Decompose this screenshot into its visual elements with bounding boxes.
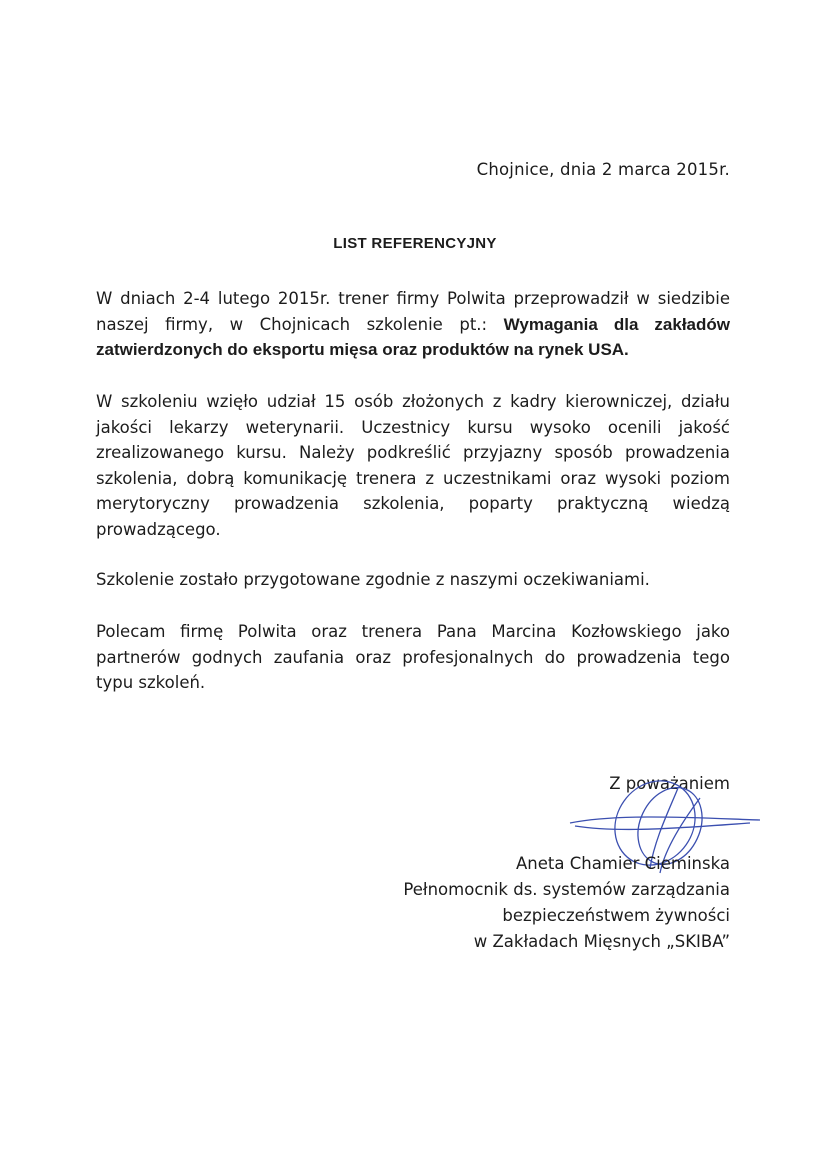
- letter-title: LIST REFERENCYJNY: [333, 235, 497, 252]
- training-title: Wymagania dla zakładów zatwierdzonych do eksportu mięsa oraz produktów na rynek USA.: [96, 314, 730, 359]
- closing-salutation: Z poważaniem: [609, 774, 730, 793]
- signatory-name: Aneta Chamier Cieminska: [516, 854, 730, 873]
- paragraph-training-info: [96, 286, 730, 363]
- paragraph-intro-text: W dniach 2-4 lutego 2015r. trener firmy Polwita przeprowadził w siedzibie naszej firmy, w Chojnicach szkolenie pt.:: [96, 289, 730, 334]
- place-and-date: Chojnice, dnia 2 marca 2015r.: [476, 160, 730, 179]
- paragraph-expectations: Szkolenie zostało przygotowane zgodnie z naszymi oczekiwaniami.: [96, 570, 650, 589]
- paragraph-recommendation: Polecam firmę Polwita oraz trenera Pana Marcina Kozłowskiego jako partnerów godnych zaufania oraz profesjonalnych do prowadzenia tego typu szkoleń.: [96, 622, 730, 692]
- signatory-role-line2: bezpieczeństwem żywności: [502, 906, 730, 925]
- paragraph-participants: W szkoleniu wzięło udział 15 osób złożonych z kadry kierowniczej, działu jakości lekarzy weterynarii. Uczestnicy kursu wysoko ocenili jakość zrealizowanego kursu. Należy podkreślić przyjazny sposób prowadzenia szkolenia, dobrą komunikację trenera z uczestnikami oraz wysoki poziom merytoryczny prowadzenia szkolenia, poparty praktyczną wiedzą prowadzącego.: [96, 392, 730, 539]
- signature-block: [403, 851, 730, 955]
- signatory-role-line3: w Zakładach Mięsnych „SKIBA”: [473, 932, 730, 951]
- signatory-role-line1: Pełnomocnik ds. systemów zarządzania: [403, 880, 730, 899]
